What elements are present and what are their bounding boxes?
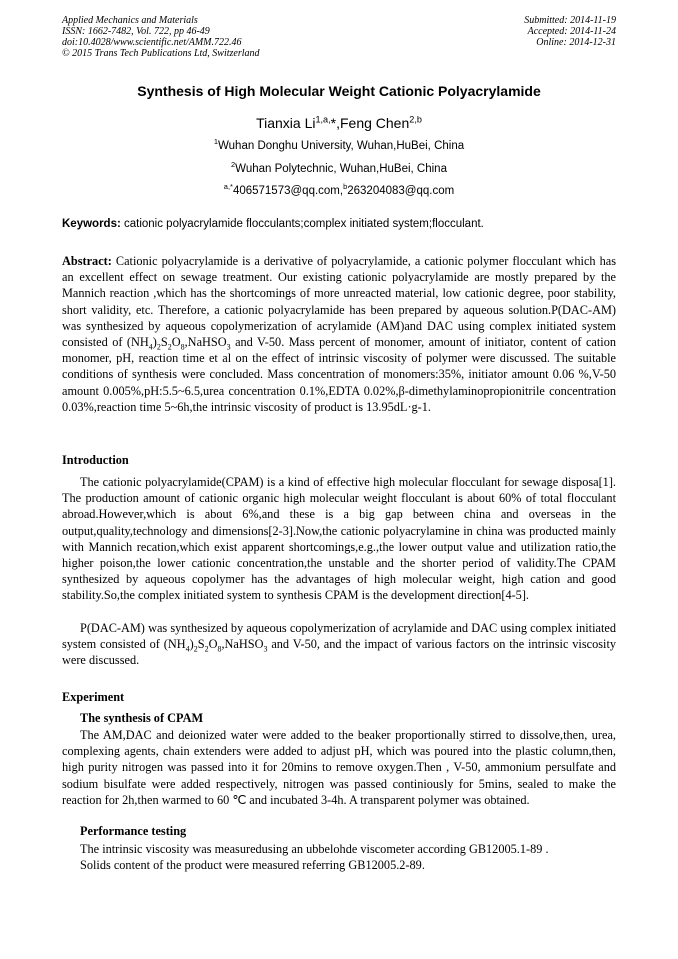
abstract-label: Abstract: bbox=[62, 254, 112, 268]
email-line bbox=[62, 184, 616, 198]
intro-o: O bbox=[208, 637, 218, 652]
intro-sub-8: 8 bbox=[217, 644, 222, 654]
abstract-sub-8: 8 bbox=[180, 342, 185, 352]
abstract-s: S bbox=[160, 335, 168, 350]
abstract-sub-4: 4 bbox=[148, 342, 153, 352]
abstract-close-paren: ) bbox=[152, 335, 157, 350]
intro-p2-text-3: and V-50, and the impact of various factors on the intrinsic viscosity were discussed. bbox=[62, 637, 617, 668]
intro-sub-3: 3 bbox=[263, 644, 268, 654]
author-1-sup: 1,a, bbox=[315, 114, 331, 125]
copyright-line: © 2015 Trans Tech Publications Ltd, Switzerland bbox=[62, 48, 260, 59]
abstract-paragraph bbox=[62, 253, 616, 415]
abstract-text-3: and V-50. Mass percent of monomer, amount of initiator, content of cation monomer, pH, reaction time et al on the effect of intrinsic viscosity of polymer were discussed. The suitable conditions of synthesis were concluded. Mass concentration of monomers:35%, initiator amount 0.06 %,V-50 amount 0.005%,pH:5.5~6.5,urea concentration 0.1%,EDTA 0.02%,β-dimethylaminopropionitrile concentration 0.03%,reaction time 5~6h,the intrinsic viscosity of product is 13.95dL·g-1. bbox=[62, 335, 616, 414]
keywords-label: Keywords: bbox=[62, 218, 121, 230]
synthesis-subheading: The synthesis of CPAM bbox=[80, 711, 204, 725]
affiliation-2 bbox=[62, 162, 616, 176]
email-a-sup: a,* bbox=[223, 182, 233, 192]
author-2: ,Feng Chen bbox=[336, 115, 410, 131]
performance-line-2: Solids content of the product were measured referring GB12005.2-89. bbox=[80, 858, 425, 872]
paper-title: Synthesis of High Molecular Weight Cationic Polyacrylamide bbox=[137, 83, 541, 99]
experiment-heading: Experiment bbox=[62, 690, 125, 704]
corresponding-star: * bbox=[330, 115, 337, 131]
intro-p2-text-2: ,NaHSO bbox=[221, 637, 264, 652]
abstract-text-2: ,NaHSO bbox=[184, 335, 227, 350]
affiliation-1-text: Wuhan Donghu University, Wuhan,HuBei, China bbox=[218, 140, 465, 152]
abstract-sub-2a: 2 bbox=[156, 342, 161, 352]
intro-p2-text-1: P(DAC-AM) was synthesized by aqueous copolymerization of acrylamide and DAC using complex initiated system consisted of (NH bbox=[62, 621, 616, 652]
intro-sub-2a: 2 bbox=[193, 644, 198, 654]
journal-header bbox=[62, 15, 362, 59]
online-date: Online: 2014-12-31 bbox=[536, 37, 616, 48]
intro-sub-4: 4 bbox=[185, 644, 190, 654]
affiliation-1-sup: 1 bbox=[213, 137, 219, 147]
intro-s: S bbox=[197, 637, 205, 652]
email-b: 263204083@qq.com bbox=[347, 185, 455, 197]
keywords-line bbox=[62, 217, 616, 231]
author-1: Tianxia Li bbox=[256, 115, 316, 131]
introduction-heading: Introduction bbox=[62, 453, 129, 467]
performance-subheading: Performance testing bbox=[80, 824, 187, 838]
introduction-paragraph-1: The cationic polyacrylamide(CPAM) is a kind of effective high molecular flocculant for sewage disposa[1]. The production amount of cationic organic high molecular weight flocculant is about 60% of total flocculant abroad.However,which is about 6%,and these is a big gap between china and overseas in the output,quality,technology and dimensions[2-3].Now,the cationic polyacrylamine in china was producted mainly with Mannich recation,which exist apparent shortcomings,e.g.,the lower output value and utilization ratio,the higher poison,the lower cationic concentration,the unstable and the shorter period of validity.The CPAM synthesized by aqueous copolymer has the advantages of high molecular weight, high cation and good stability.So,the complex initiated system to synthesis CPAM is the development direction[4-5]. bbox=[62, 475, 616, 603]
synthesis-paragraph: The AM,DAC and deionized water were added to the beaker proportionally stirred to dissolve,then, urea, complexing agents, chain extenders were added to adjust pH, which was poured into the plastic column,then, high purity nitrogen was passed into it for 20mins to remove oxygen.Then , V-50, ammonium persulfate and sodium bisulfate were added respectively, nitrogen was passed continiously for 5mins, sealed to make the reaction for 2h,then warmed to 60 ℃ and incubated 3-4h. A transparent polymer was obtained. bbox=[62, 728, 616, 807]
abstract-o: O bbox=[171, 335, 181, 350]
abstract-text-1: Cationic polyacrylamide is a derivative of polyacrylamide, a cationic polymer flocculant which has an excellent effect on sewage treatment. Our existing cationic polyacrylamide are mostly prepared by the Mannich reaction ,which has the shortcomings of more unreacted material, low cationic degree, poor stability, short validity, etc. Therefore, a cationic polyacrylamide has been prepared by aqueous solution.P(DAC-AM) was synthesized by aqueous copolymerization of acrylamide (AM)and DAC using complex initiated system consisted of (NH bbox=[62, 254, 616, 350]
accepted-date: Accepted: 2014-11-24 bbox=[527, 26, 616, 37]
keywords-text: cationic polyacrylamide flocculants;complex initiated system;flocculant. bbox=[124, 218, 484, 230]
affiliation-2-text: Wuhan Polytechnic, Wuhan,HuBei, China bbox=[235, 163, 447, 175]
affiliation-1 bbox=[62, 139, 616, 153]
intro-close-paren: ) bbox=[189, 637, 194, 652]
performance-line-1: The intrinsic viscosity was measuredusing an ubbelohde viscometer according GB12005.1-89 . bbox=[80, 842, 549, 856]
issn-line: ISSN: 1662-7482, Vol. 722, pp 46-49 bbox=[62, 26, 210, 37]
intro-sub-2b: 2 bbox=[204, 644, 209, 654]
author-2-sup: 2,b bbox=[409, 114, 422, 125]
dates-header bbox=[416, 15, 616, 48]
abstract-sub-2b: 2 bbox=[167, 342, 172, 352]
journal-name: Applied Mechanics and Materials bbox=[62, 15, 198, 26]
email-b-sup: b bbox=[343, 182, 348, 192]
submitted-date: Submitted: 2014-11-19 bbox=[524, 15, 616, 26]
abstract-sub-3: 3 bbox=[226, 342, 231, 352]
affiliation-2-sup: 2 bbox=[231, 160, 236, 170]
author-line bbox=[62, 114, 616, 132]
email-a: 406571573@qq.com, bbox=[232, 185, 344, 197]
doi-line: doi:10.4028/www.scientific.net/AMM.722.46 bbox=[62, 37, 242, 48]
introduction-paragraph-2 bbox=[62, 620, 616, 669]
